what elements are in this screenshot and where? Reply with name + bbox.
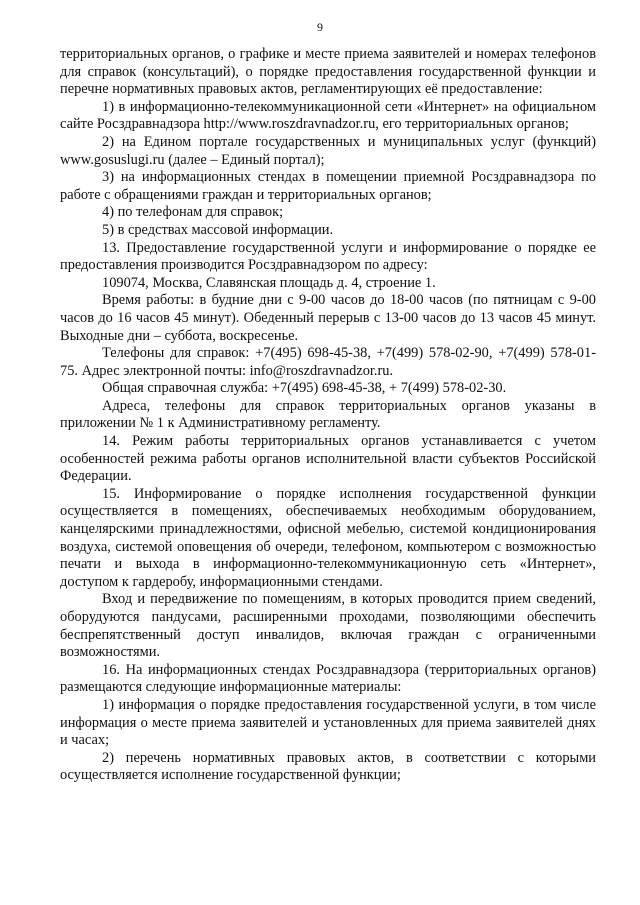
paragraph: Вход и передвижение по помещениям, в которых проводится прием сведений, оборудуются пандусами, расширенными проходами, позволяющими обеспечить беспрепятственный доступ инвалидов, включая граждан с ограниченными возможностями. xyxy=(60,591,596,661)
paragraph: 2) на Едином портале государственных и муниципальных услуг (функций) www.gosuslugi.ru (далее – Единый портал); xyxy=(60,133,596,168)
paragraph: 13. Предоставление государственной услуги и информирование о порядке ее предоставления производится Росздравнадзором по адресу: xyxy=(60,239,596,274)
paragraph: 109074, Москва, Славянская площадь д. 4, строение 1. xyxy=(102,274,436,291)
paragraph: 14. Режим работы территориальных органов устанавливается с учетом особенностей режима работы органов исполнительной власти субъектов Российской Федерации. xyxy=(60,433,596,485)
document-body xyxy=(60,46,596,785)
paragraph: 2) перечень нормативных правовых актов, в соответствии с которыми осуществляется исполнение государственной функции; xyxy=(60,749,596,784)
paragraph: территориальных органов, о графике и месте приема заявителей и номерах телефонов для справок (консультаций), о порядке предоставления государственной функции и перечне нормативных правовых актов, регламентирующих её предоставление: xyxy=(60,46,596,98)
paragraph: 5) в средствах массовой информации. xyxy=(102,221,334,238)
paragraph: 15. Информирование о порядке исполнения государственной функции осуществляется в помещениях, обеспечиваемых необходимым оборудованием, канцелярскими принадлежностями, офисной мебелью, системой кондиционирования воздуха, системой оповещения об очереди, телефоном, компьютером с возможностью печати и выхода в информационно-телекоммуникационную сеть «Интернет», доступом к гардеробу, информационными стендами. xyxy=(60,485,596,590)
paragraph: 1) информация о порядке предоставления государственной услуги, в том числе информация о месте приема заявителей и установленных для приема заявителей днях и часах; xyxy=(60,696,596,749)
paragraph: Общая справочная служба: +7(495) 698-45-38, + 7(499) 578-02-30. xyxy=(102,380,507,397)
paragraph: Телефоны для справок: +7(495) 698-45-38, +7(499) 578-02-90, +7(499) 578-01-75. Адрес электронной почты: info@roszdravnadzor.ru. xyxy=(60,345,596,379)
paragraph: 1) в информационно-телекоммуникационной сети «Интернет» на официальном сайте Росздравнадзора http://www.roszdravnadzor.ru, его территориальных органов; xyxy=(60,98,596,133)
paragraph: 16. На информационных стендах Росздравнадзора (территориальных органов) размещаются следующие информационные материалы: xyxy=(60,661,596,696)
paragraph: Адреса, телефоны для справок территориальных органов указаны в приложении № 1 к Административному регламенту. xyxy=(60,397,596,432)
paragraph: 3) на информационных стендах в помещении приемной Росздравнадзора по работе с обращениями граждан и территориальных органов; xyxy=(60,169,596,203)
paragraph: Время работы: в будние дни с 9-00 часов до 18-00 часов (по пятницам с 9-00 часов до 16 часов 45 минут). Обеденный перерыв с 13-00 часов до 13 часов 45 минут. Выходные дни – суббота, воскресенье. xyxy=(60,292,596,344)
page-number: 9 xyxy=(317,20,323,34)
paragraph: 4) по телефонам для справок; xyxy=(102,204,284,221)
